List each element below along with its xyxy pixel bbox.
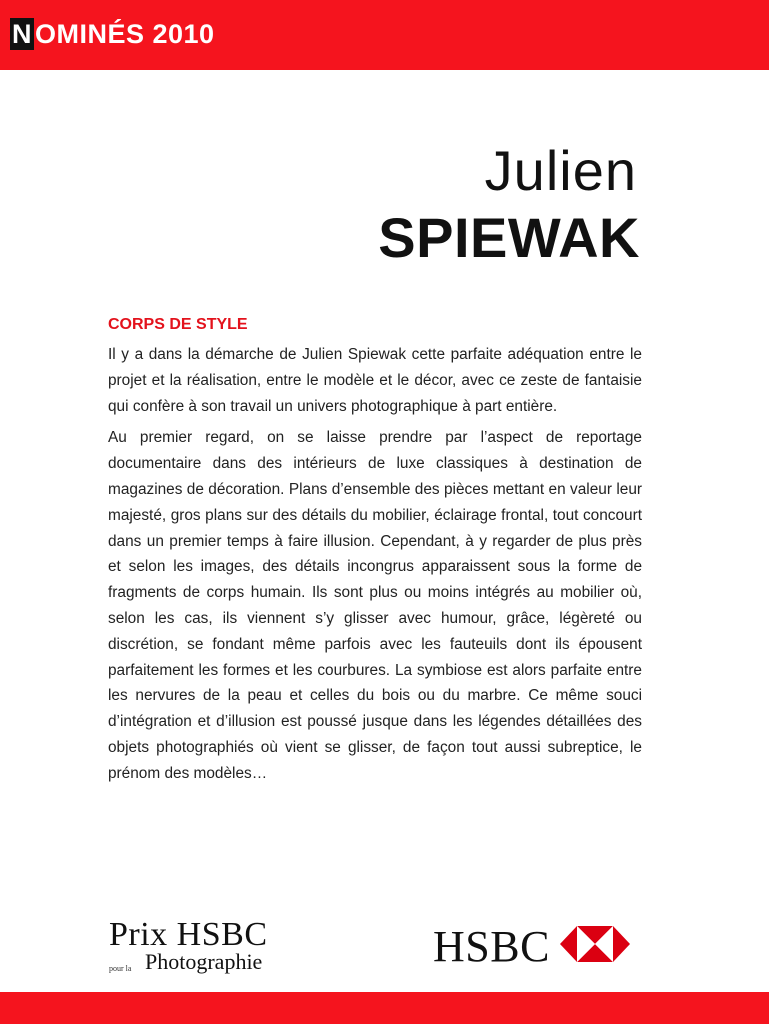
badge-first-letter: N [12, 19, 32, 49]
hsbc-logo [433, 921, 630, 971]
prix-hsbc-title: Prix HSBC [109, 916, 268, 953]
nominees-badge [10, 18, 215, 50]
hsbc-wordmark: HSBC [433, 921, 550, 971]
prix-hsbc-logo [109, 918, 268, 973]
header-bar [0, 0, 769, 70]
prix-pour-la: pour la [109, 964, 132, 973]
badge-text: OMINÉS 2010 [35, 18, 215, 49]
article-body [108, 342, 642, 793]
footer-bar [0, 992, 769, 1024]
artist-first-name: Julien [484, 139, 637, 202]
hsbc-hexagon-icon [560, 926, 630, 967]
prix-photographie: Photographie [145, 949, 263, 974]
section-title: CORPS DE STYLE [108, 316, 248, 333]
paragraph-1: Il y a dans la démarche de Julien Spiewak cette parfaite adéquation entre le projet et la réalisation, entre le modèle et le décor, avec ce zeste de fantaisie qui confère à son travail un univers photographique à part entière. [108, 346, 642, 415]
paragraph-2: Au premier regard, on se laisse prendre par l’aspect de reportage documentaire dans des intérieurs de luxe classiques à destination de magazines de décoration. Plans d’ensemble des pièces mettant en valeur leur majesté, gros plans sur des détails du mobilier, éclairage frontal, tout concourt dans un premier temps à faire illusion. Cependant, à y regarder de plus près et selon les images, des détails incongrus apparaissent sous la forme de fragments de corps humain. Ils sont plus ou moins intégrés au mobilier où, selon les cas, ils viennent s’y glisser avec humour, grâce, légèreté ou discrétion, se fondant même parfois avec les fauteuils dont ils épousent parfaitement les formes et les courbures. La symbiose est alors parfaite entre les nervures de la peau et celles du bois ou du marbre. Ce même souci d’intégration et d’illusion est poussé jusque dans les légendes détaillées des objets photographiés où vient se glisser, de façon tout aussi subreptice, le prénom des modèles… [108, 429, 642, 782]
artist-last-name: SPIEWAK [378, 206, 640, 269]
